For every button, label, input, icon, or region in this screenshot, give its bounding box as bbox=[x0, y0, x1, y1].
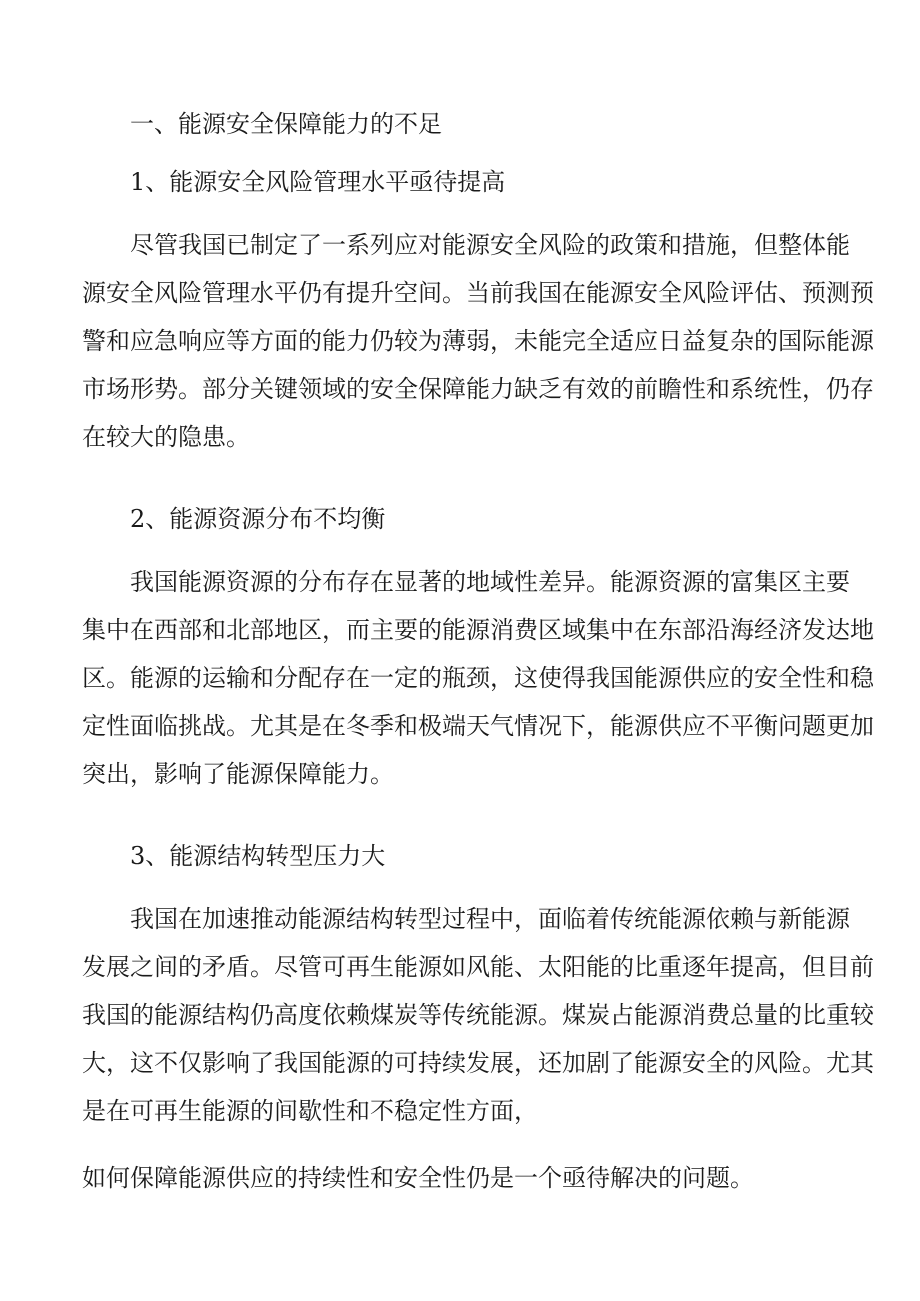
paragraph-line: 定性面临挑战。尤其是在冬季和极端天气情况下，能源供应不平衡问题更加 bbox=[82, 712, 874, 740]
paragraph-line: 发展之间的矛盾。尽管可再生能源如风能、太阳能的比重逐年提高，但目前 bbox=[82, 953, 874, 981]
paragraph-line: 尽管我国已制定了一系列应对能源安全风险的政策和措施，但整体能 bbox=[130, 231, 850, 259]
paragraph-trailing-line: 如何保障能源供应的持续性和安全性仍是一个亟待解决的问题。 bbox=[82, 1164, 754, 1192]
paragraph-line: 是在可再生能源的间歇性和不稳定性方面， bbox=[82, 1097, 538, 1125]
subheading-3: 3、能源结构转型压力大 bbox=[130, 842, 386, 870]
paragraph-line: 大，这不仅影响了我国能源的可持续发展，还加剧了能源安全的风险。尤其 bbox=[82, 1049, 874, 1077]
paragraph-3 bbox=[82, 895, 874, 1135]
paragraph-line: 我国在加速推动能源结构转型过程中，面临着传统能源依赖与新能源 bbox=[130, 905, 850, 933]
paragraph-line: 我国的能源结构仍高度依赖煤炭等传统能源。煤炭占能源消费总量的比重较 bbox=[82, 1001, 874, 1029]
paragraph-line: 在较大的隐患。 bbox=[82, 423, 250, 451]
paragraph-line: 突出，影响了能源保障能力。 bbox=[82, 760, 394, 788]
paragraph-2 bbox=[82, 558, 874, 798]
paragraph-line: 集中在西部和北部地区，而主要的能源消费区域集中在东部沿海经济发达地 bbox=[82, 616, 874, 644]
paragraph-line: 源安全风险管理水平仍有提升空间。当前我国在能源安全风险评估、预测预 bbox=[82, 279, 874, 307]
subheading-1: 1、能源安全风险管理水平亟待提高 bbox=[130, 168, 506, 196]
paragraph-line: 警和应急响应等方面的能力仍较为薄弱，未能完全适应日益复杂的国际能源 bbox=[82, 327, 874, 355]
subheading-2: 2、能源资源分布不均衡 bbox=[130, 505, 386, 533]
section-heading: 一、能源安全保障能力的不足 bbox=[130, 110, 442, 138]
paragraph-1 bbox=[82, 221, 874, 461]
paragraph-line: 我国能源资源的分布存在显著的地域性差异。能源资源的富集区主要 bbox=[130, 568, 850, 596]
paragraph-line: 市场形势。部分关键领域的安全保障能力缺乏有效的前瞻性和系统性，仍存 bbox=[82, 375, 874, 403]
paragraph-line: 区。能源的运输和分配存在一定的瓶颈，这使得我国能源供应的安全性和稳 bbox=[82, 664, 874, 692]
